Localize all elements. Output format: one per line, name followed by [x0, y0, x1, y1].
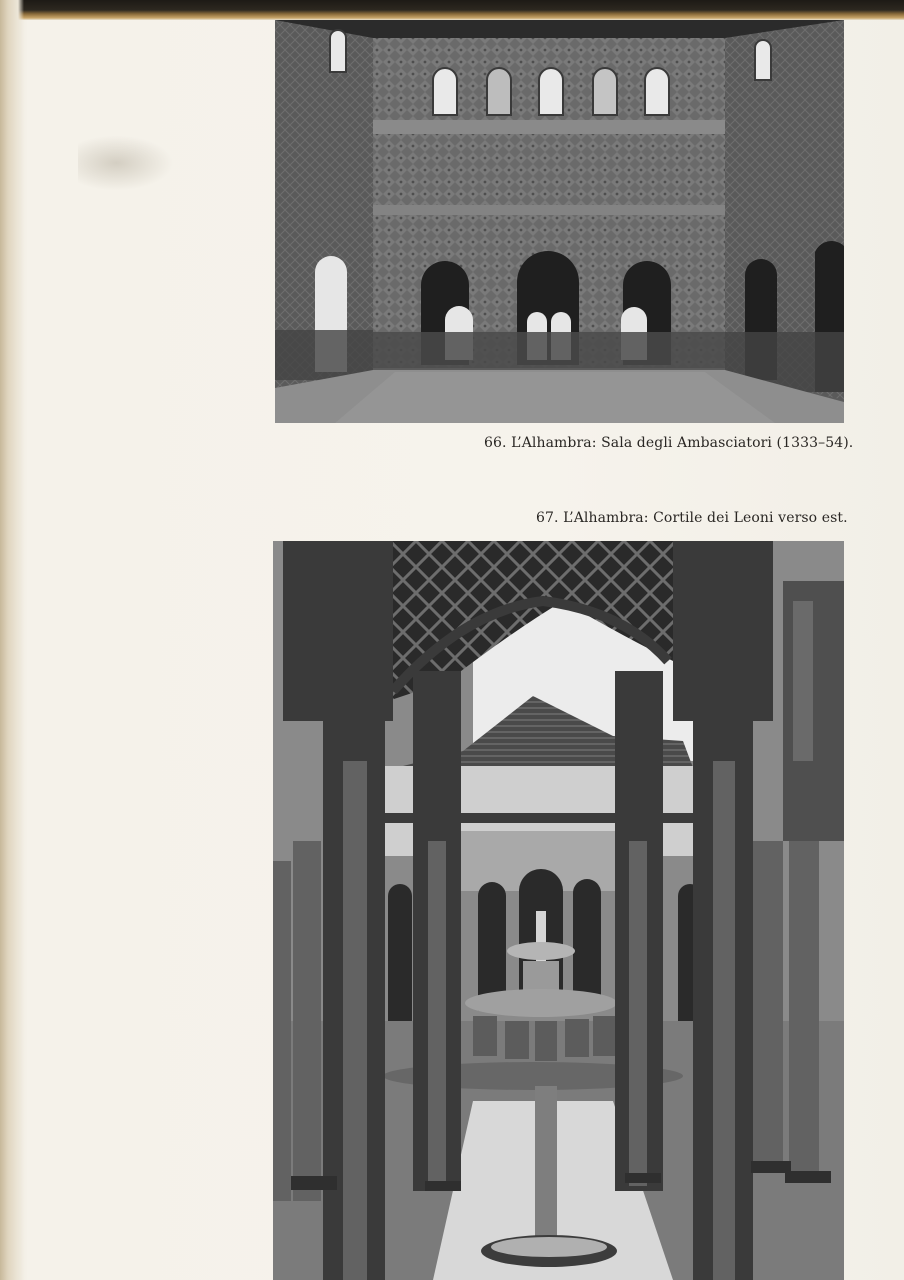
plate-67-caption: 67. L’Alhambra: Cortile dei Leoni verso est. [536, 510, 848, 526]
book-binding-top [0, 0, 904, 20]
book-binding-left [0, 0, 24, 1280]
photo-court-of-lions [273, 541, 844, 1280]
paper-stain [78, 135, 174, 191]
plate-66-caption: 66. L’Alhambra: Sala degli Ambasciatori (1333–54). [484, 435, 854, 451]
photo-hall-of-ambassadors [275, 20, 844, 423]
